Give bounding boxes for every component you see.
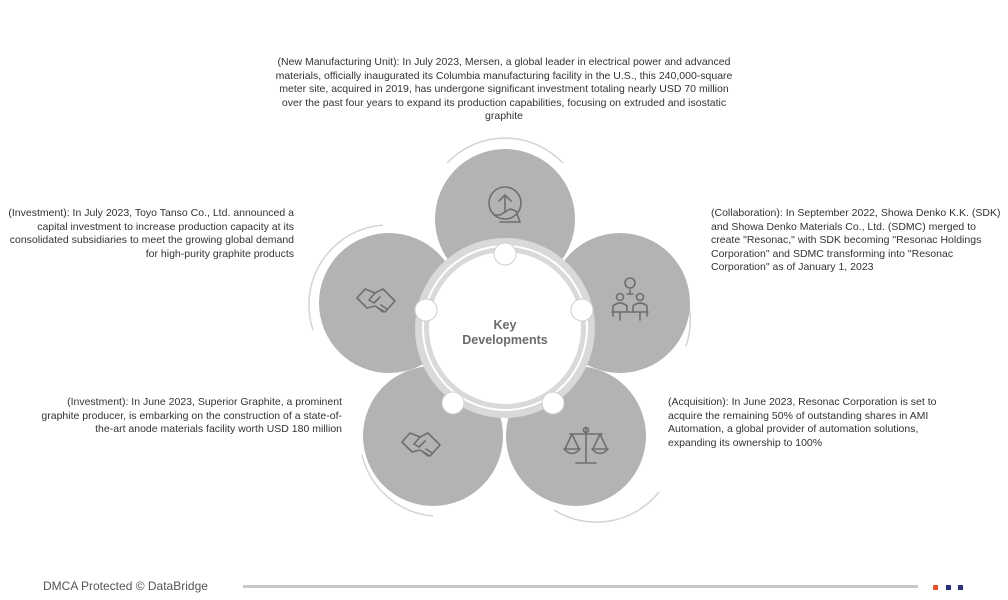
note-investment-toyo-tanso: (Investment): In July 2023, Toyo Tanso Co., Ltd. announced a capital investment to increase production capacity at its consolidated subsidiaries to meet the growing global demand for high-purity graphite products (8, 207, 294, 260)
connector-dot-left-bottom (442, 392, 464, 414)
note-new-manufacturing-unit: (New Manufacturing Unit): In July 2023, Mersen, a global leader in electrical power and advanced materials, officially inaugurated its Columbia manufacturing facility in the U.S., this 240,000-square meter site, acquired in 2019, has undergone significant investment totaling nearly USD 70 million over the past four years to expand its production capabilities, focusing on extruded and isostatic graphite (275, 56, 733, 122)
note-acquisition: (Acquisition): In June 2023, Resonac Corporation is set to acquire the remaining 50% of outstanding shares in AMI Automation, a global provider of automation solutions, expanding its ownership to 100% (668, 396, 937, 449)
note-investment-superior-graphite: (Investment): In June 2023, Superior Graphite, a prominent graphite producer, is embarking on the construction of a state-of-the-art anode materials facility worth USD 180 million (41, 396, 342, 435)
center-title-line1: Key (493, 318, 517, 332)
footer-divider (243, 585, 918, 588)
footer-square-2 (946, 585, 951, 590)
center-title-line2: Developments (462, 333, 548, 347)
connector-dot-right-bottom (542, 392, 564, 414)
connector-dot-top (494, 243, 516, 265)
center-title (430, 318, 580, 348)
footer-square-3 (958, 585, 963, 590)
footer-square-1 (933, 585, 938, 590)
footer-copyright: DMCA Protected © DataBridge (43, 579, 208, 593)
note-collaboration: (Collaboration): In September 2022, Showa Denko K.K. (SDK) and Showa Denko Materials Co., Ltd. (SDMC) merged to create "Resonac," with SDK becoming "Resonac Holdings Corporation" and SDMC transforming into "Resonac Corporation" as of January 1, 2023 (711, 207, 1001, 273)
